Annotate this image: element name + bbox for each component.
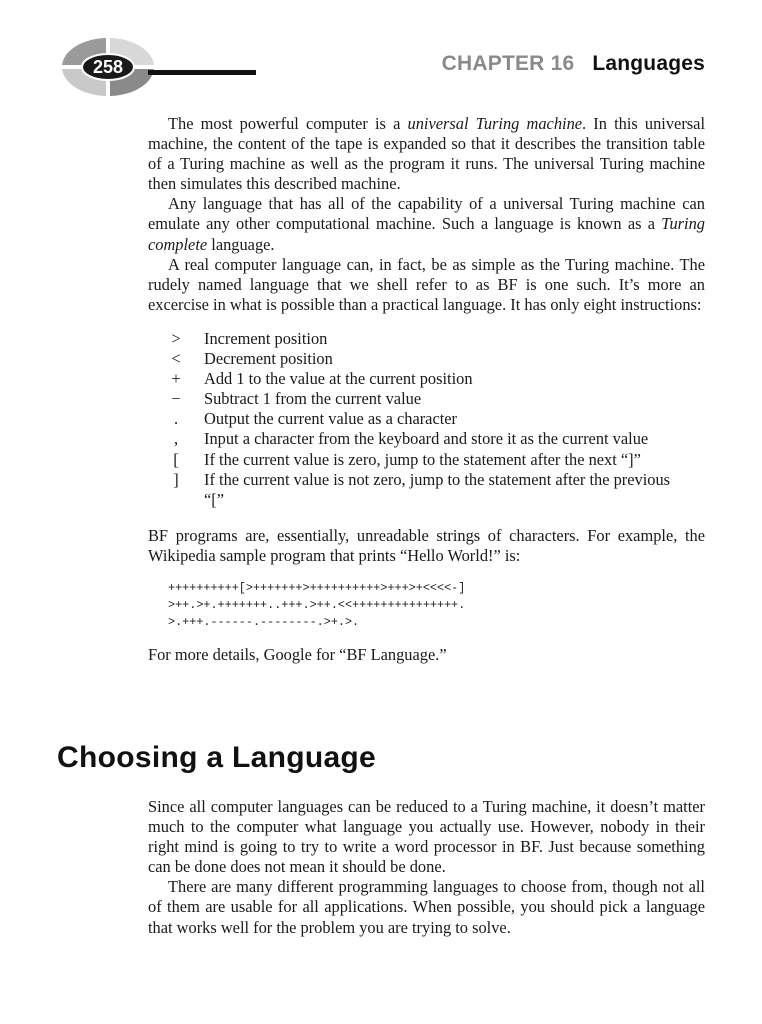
list-item [148,349,705,369]
instruction-list [148,329,705,510]
paragraph-choosing-2: There are many different programming languages to choose from, though not all of them are usable for all applications. When possible, you should pick a language that works well for the problem you are trying to solve. [148,877,705,937]
instruction-symbol: [ [173,449,179,469]
instruction-symbol: , [173,429,179,449]
chapter-title: Languages [592,52,705,75]
code-line: ++++++++++[>+++++++>++++++++++>+++>+<<<<-] [168,580,466,595]
code-line: >++.>+.+++++++..+++.>++.<<+++++++++++++++. [168,597,466,612]
list-item [148,389,705,409]
chapter-label: CHAPTER 16 [441,52,575,75]
paragraph-choosing-1: Since all computer languages can be reduced to a Turing machine, it doesn’t matter much to the computer what language you actually use. However, nobody in their right mind is going to try to write a word processor in BF. Just because something can be done does not mean it should be done. [148,797,705,877]
running-head [442,52,705,76]
instruction-description: Add 1 to the value at the current position [204,369,473,389]
paragraph-more-details: For more details, Google for “BF Language.” [148,644,447,664]
instruction-description: Subtract 1 from the current value [204,389,422,409]
paragraph-bf-programs: BF programs are, essentially, unreadable strings of characters. For example, the Wikipedia sample program that prints “Hello World!” is: [148,525,705,565]
instruction-symbol: − [171,389,181,409]
term-universal-turing-machine: universal Turing machine [407,114,583,133]
instruction-symbol: ] [173,469,179,489]
instruction-symbol: + [171,369,181,389]
page-number: 258 [92,57,124,77]
page-header [0,0,762,110]
instruction-symbol: < [171,349,181,369]
code-block [168,580,705,631]
instruction-description: Increment position [204,328,328,348]
instruction-description: If the current value is not zero, jump to the statement after the previous “[” [204,469,671,509]
list-item [148,329,705,349]
instruction-description: Output the current value as a character [204,409,458,429]
paragraph-turing-complete: Any language that has all of the capability of a universal Turing machine can emulate any other computational machine. Such a language is known as a Turing complete language. [148,194,705,254]
list-item [148,409,705,429]
instruction-symbol: . [173,409,179,429]
section-heading: Choosing a Language [57,741,377,774]
list-item [148,450,705,470]
list-item [148,429,705,449]
term-turing-complete: Turing complete [148,214,705,254]
paragraph-bf-intro: A real computer language can, in fact, be as simple as the Turing machine. The rudely named language that we shell refer to as BF is one such. It’s more an excercise in what is possible than a practical language. It has only eight instructions: [148,254,705,314]
list-item [148,369,705,389]
header-rule [148,70,256,75]
instruction-symbol: > [171,328,181,348]
instruction-description: Decrement position [204,349,333,369]
main-text [148,114,705,665]
list-item [148,470,705,510]
paragraph-universal-turing: The most powerful computer is a universal Turing machine. In this universal machine, the content of the tape is expanded so that it describes the transition table of a Turing machine as well as the program it runs. The universal Turing machine then simulates this described machine. [148,114,705,194]
instruction-description: Input a character from the keyboard and store it as the current value [204,429,649,449]
section-text [148,797,705,938]
instruction-description: If the current value is zero, jump to the statement after the next “]” [204,449,641,469]
code-line: >.+++.------.--------.>+.>. [168,614,360,629]
